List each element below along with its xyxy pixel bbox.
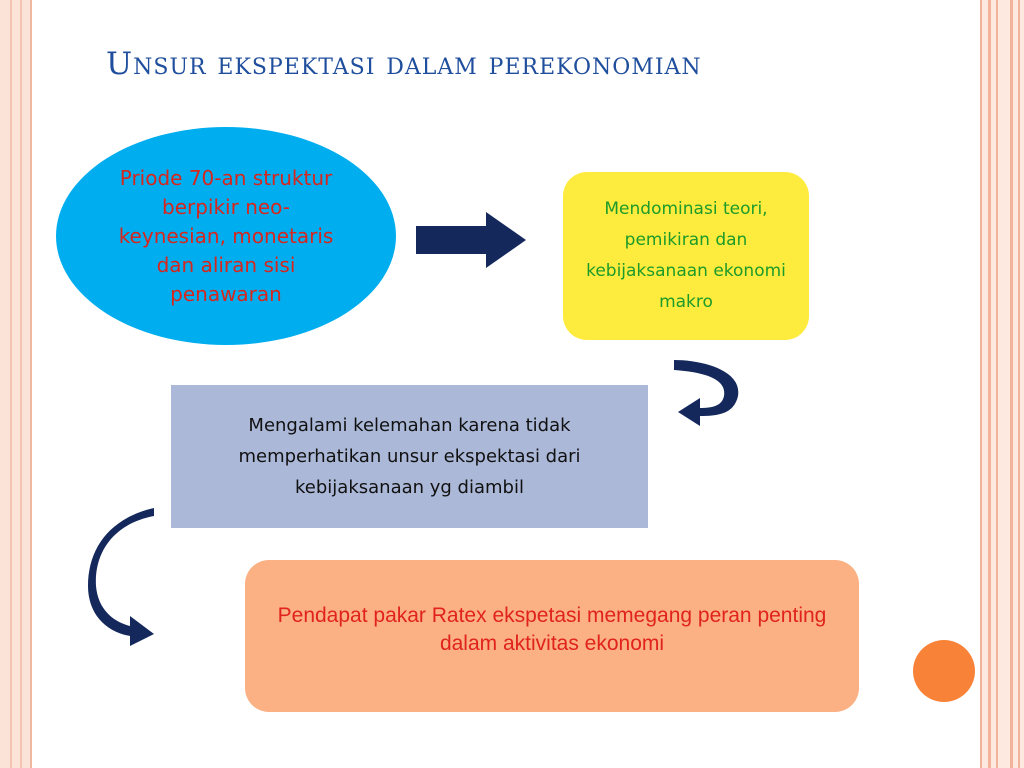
yellow-node-text: Mendominasi teori, pemikiran dan kebijaksanaan ekonomi makro (586, 199, 786, 312)
lavender-node-weakness (171, 385, 648, 528)
decorative-orange-circle (913, 640, 975, 702)
curved-arrow-down-left-icon (672, 356, 748, 438)
left-border-band (0, 0, 32, 768)
lavender-node-text: Mengalami kelemahan karena tidak memperhatikan unsur ekspektasi dari kebijaksanaan yg diambil (238, 415, 581, 498)
right-arrow-icon (416, 212, 528, 268)
yellow-node-dominates-theory (563, 172, 809, 340)
orange-node-ratex-opinion (245, 560, 859, 712)
slide-title: Unsur ekspektasi dalam perekonomian (106, 46, 702, 82)
oval-node-period-70s (56, 127, 396, 345)
right-border-band (980, 0, 1024, 768)
curved-arrow-down-right-icon (92, 514, 158, 646)
orange-node-text: Pendapat pakar Ratex ekspetasi memegang peran penting dalam aktivitas ekonomi (277, 604, 827, 655)
oval-node-text: Priode 70-an struktur berpikir neo-keynesian, monetaris dan aliran sisi penawaran (118, 165, 334, 306)
